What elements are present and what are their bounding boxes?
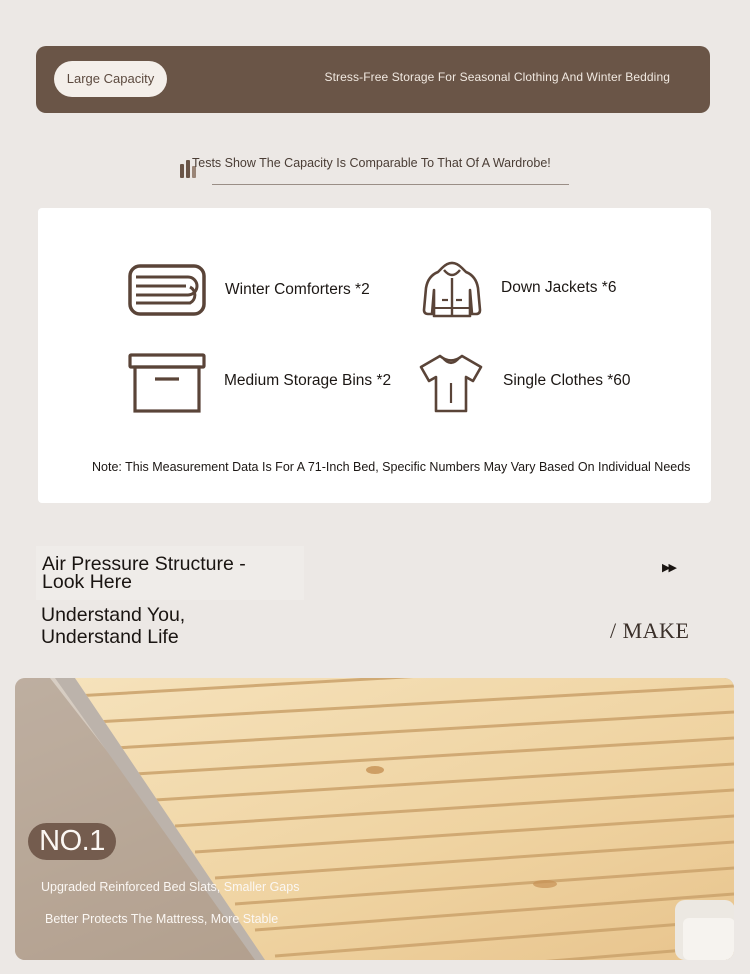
banner-subtitle: Stress-Free Storage For Seasonal Clothing And Winter Bedding	[324, 70, 670, 84]
tests-underline	[212, 184, 569, 185]
tshirt-icon	[418, 353, 484, 415]
capacity-item-clothes	[418, 353, 658, 423]
capacity-item-comforters	[128, 263, 398, 333]
capacity-item-jackets	[420, 260, 660, 330]
section-tagline	[41, 604, 185, 648]
tests-note-text: Tests Show The Capacity Is Comparable To That Of A Wardrobe!	[192, 156, 551, 170]
comforters-label: Winter Comforters *2	[225, 281, 370, 298]
storage-bin-icon	[128, 353, 206, 415]
jacket-icon	[420, 260, 484, 320]
section-tagline-line1: Understand You,	[41, 604, 186, 626]
tests-note	[178, 155, 578, 185]
forward-arrows-icon[interactable]: ▶▶	[662, 562, 675, 574]
section-heading-line1: Air Pressure Structure -	[42, 553, 246, 575]
section-heading	[42, 555, 246, 591]
feature-caption-line1: Upgraded Reinforced Bed Slats, Smaller Gaps	[41, 880, 300, 894]
section-tagline-line2: Understand Life	[41, 626, 179, 648]
jackets-label: Down Jackets *6	[501, 279, 617, 296]
feature-caption-line2: Better Protects The Mattress, More Stable	[45, 912, 279, 926]
capacity-card	[38, 208, 711, 503]
brand-mark: / MAKE	[610, 618, 690, 643]
section-heading-line2: Look Here	[42, 571, 132, 593]
comforter-icon	[128, 263, 206, 319]
rank-badge: NO.1	[28, 823, 116, 860]
capacity-item-bins	[128, 353, 418, 423]
clothes-label: Single Clothes *60	[503, 372, 631, 389]
large-capacity-pill[interactable]: Large Capacity	[54, 61, 167, 97]
bins-label: Medium Storage Bins *2	[224, 372, 392, 389]
header-banner	[36, 46, 710, 113]
measurement-note: Note: This Measurement Data Is For A 71-Inch Bed, Specific Numbers May Vary Based On Individual Needs	[92, 460, 691, 474]
